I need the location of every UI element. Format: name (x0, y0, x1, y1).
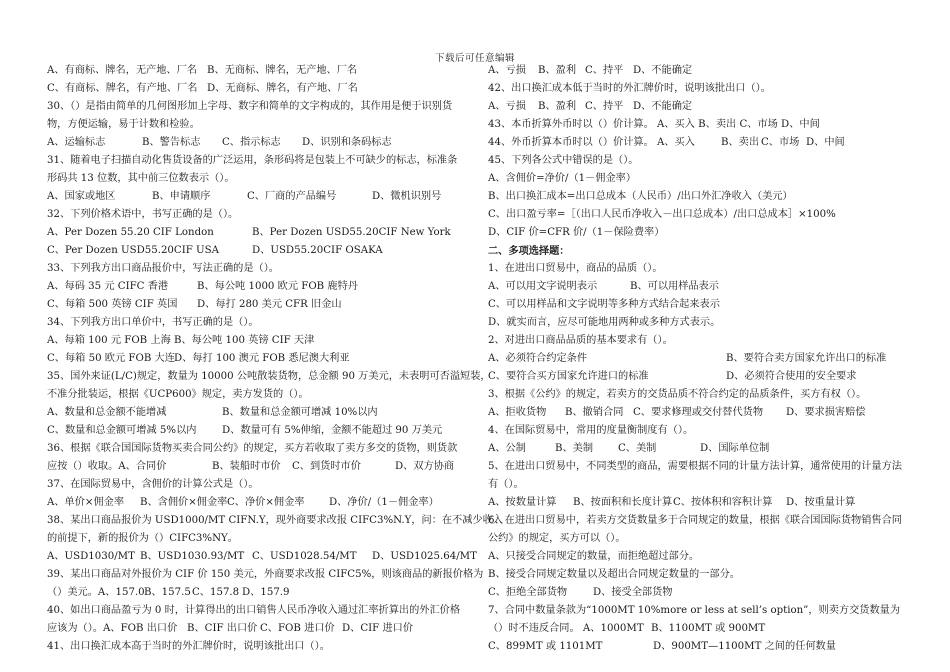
option-text: D、微机识别号 (372, 191, 442, 202)
line-text: 物，方便运输，易于计数和检验。 (47, 119, 200, 130)
option-text: B、申请顺序 (152, 191, 211, 202)
line-text: 的前提下，新的报价为（）CIFC3%NY。 (47, 533, 238, 544)
line-text: A、单价×佣金率 (47, 497, 125, 508)
option-text: B、每公吨 100 英镑 CIF 天津 (174, 335, 315, 346)
line-text: 38、某出口商品报价为 USD1000/MT CIFN.Y，现外商要求改报 CIFC3%N.Y，问：在不减少收入 (47, 515, 504, 526)
text-line (47, 314, 492, 332)
option-text: D、USD55.20CIF OSAKA (252, 245, 383, 256)
text-line (47, 134, 492, 152)
line-text: A、Per Dozen 55.20 CIF London (47, 227, 214, 238)
line-text: 有（）。 (488, 479, 524, 490)
line-text: A、按数量计算 (488, 497, 557, 508)
option-text: C、按体积和容积计算 (673, 497, 773, 508)
line-text: 37、在国际贸易中，含佣价的计算公式是（）。 (47, 479, 259, 490)
text-line (47, 494, 492, 512)
text-line (47, 152, 492, 170)
text-line (47, 476, 492, 494)
option-text: C、要求修理或交付替代货物 (633, 407, 764, 418)
text-line (488, 98, 913, 116)
option-text: B、157.5 (144, 587, 191, 598)
text-line (488, 350, 913, 368)
line-text: 6、在进出口贸易中，若卖方交货数量多于合同规定的数量，根据《联合国国际货物销售合同 (488, 515, 902, 526)
text-line (488, 530, 913, 548)
text-line (47, 206, 492, 224)
text-line (488, 602, 913, 620)
line-text: 形码共 13 位数，其中前三位数表示（）。 (47, 173, 235, 184)
line-text: B、出口换汇成本=出口总成本（人民币）/出口外汇净收入（美元） (488, 191, 793, 202)
option-text: D、必须符合使用的安全要求 (726, 371, 857, 382)
text-line (488, 188, 913, 206)
line-text: A、运输标志 (47, 137, 106, 148)
option-text: B、要符合卖方国家允许出口的标准 (726, 353, 887, 364)
line-text: A、只接受合同规定的数量，而拒绝超过部分。 (488, 551, 700, 562)
option-text: D、900MT—1100MT 之间的任何数量 (653, 641, 836, 652)
option-text: B、可以用样品表示 (630, 281, 719, 292)
left-column (47, 62, 504, 656)
option-text: B、盈利 (538, 65, 577, 76)
option-text: B、无商标、牌名，无产地、厂名 (207, 65, 358, 76)
text-line (488, 332, 913, 350)
text-line (47, 62, 492, 80)
text-line (488, 170, 913, 188)
page-header: 下载后可任意编辑 (434, 53, 515, 64)
line-text: 3、根据《公约》的规定，若卖方的交货品质不符合约定的品质条件，买方有权（）。 (488, 389, 867, 400)
option-text: C、厂商的产品编号 (247, 191, 337, 202)
line-text: B、接受合同规定数量以及超出合同规定数量的一部分。 (488, 569, 740, 580)
option-text: B、CIF 出口价 (187, 623, 258, 634)
line-text: 4、在国际贸易中，常用的度量衡制度有（）。 (488, 425, 694, 436)
text-line (47, 116, 492, 134)
text-line (488, 458, 913, 476)
line-text: A、亏损 (488, 65, 526, 76)
text-line (47, 350, 492, 368)
line-text: A、每箱 100 元 FOB 上海 (47, 335, 171, 346)
right-column (488, 62, 913, 656)
line-text: 42、出口换汇成本低于当时的外汇牌价时，说明该批出口（）。 (488, 83, 771, 94)
text-line (47, 404, 492, 422)
text-line (47, 332, 492, 350)
text-line (47, 602, 492, 620)
text-line (47, 440, 492, 458)
text-line (488, 440, 913, 458)
text-line (488, 512, 913, 530)
option-text: B、数量和总金额可增减 10%以内 (222, 407, 378, 418)
option-text: D、每打 100 澳元 FOB 悉尼澳大利亚 (174, 353, 350, 364)
option-text: C、157.8 (192, 587, 240, 598)
line-text: C、每箱 50 欧元 FOB 大连 (47, 353, 175, 364)
line-text: 44、外币折算本币时以（）价计算。 A、买入 (488, 137, 695, 148)
option-text: D、中间 (806, 137, 845, 148)
line-text: 公约》的规定，买方可以（）。 (488, 533, 626, 544)
line-text: A、亏损 (488, 101, 526, 112)
text-line (47, 386, 492, 404)
text-line (47, 98, 492, 116)
line-text: C、要符合买方国家允许进口的标准 (488, 371, 649, 382)
option-text: D、国际单位制 (700, 443, 770, 454)
text-line (47, 278, 492, 296)
text-line (488, 368, 913, 386)
text-line (47, 566, 492, 584)
option-text: B、每公吨 1000 欧元 FOB 鹿特丹 (197, 281, 358, 292)
option-text: B、装船时市价 (212, 461, 281, 472)
line-text: C、数量和总金额可增减 5%以内 (47, 425, 197, 436)
option-text: D、USD1025.64/MT (372, 551, 477, 562)
option-text: D、净价/（1－佣金率） (329, 497, 439, 508)
text-line (488, 584, 913, 602)
line-text: 30、（）是指由简单的几何图形加上字母、数字和简单的文字构成的，其作用是便于识别货 (47, 101, 453, 112)
text-line (488, 134, 913, 152)
line-text: A、公制 (488, 443, 526, 454)
text-line (47, 548, 492, 566)
text-line (488, 116, 913, 134)
option-text: C、持平 (585, 101, 624, 112)
option-text: C、到货时市价 (292, 461, 361, 472)
text-line (488, 386, 913, 404)
option-text: D、双方协商 (395, 461, 455, 472)
text-line (488, 152, 913, 170)
line-text: 35、国外来证(L/C)规定，数量为 10000 公吨散装货物，总金额 90 万美元，未表明可否溢短装， (47, 371, 491, 382)
text-line (488, 314, 913, 332)
text-line (47, 80, 492, 98)
option-text: D、CIF 进口价 (342, 623, 414, 634)
text-line (488, 62, 913, 80)
text-line (488, 206, 913, 224)
option-text: B、警告标志 (142, 137, 201, 148)
line-text: 应按（）收取。A、合同价 (47, 461, 167, 472)
line-text: 32、下列价格术语中，书写正确的是（）。 (47, 209, 239, 220)
line-text: （）美元。A、157.0 (47, 587, 145, 598)
option-text: D、要求损害赔偿 (786, 407, 866, 418)
option-text: B、USD1030.93/MT (140, 551, 245, 562)
line-text: A、数量和总金额不能增减 (47, 407, 167, 418)
text-line (47, 224, 492, 242)
text-line (47, 458, 492, 476)
text-line (47, 242, 492, 260)
option-text: B、按面积和长度计算 (573, 497, 673, 508)
line-text: D、就实而言，应尽可能地用两种或多种方式表示。 (488, 317, 721, 328)
line-text: 2、对进出口商品品质的基本要求有（）。 (488, 335, 673, 346)
line-text: A、每码 35 元 CIFC 香港 (47, 281, 169, 292)
section-heading (488, 242, 913, 260)
line-text: C、出口盈亏率=［（出口人民币净收入－出口总成本）/出口总成本］×100% (488, 209, 836, 220)
text-line (47, 188, 492, 206)
text-line (488, 80, 913, 98)
option-text: D、按重量计算 (786, 497, 856, 508)
text-line (488, 404, 913, 422)
line-text: A、国家或地区 (47, 191, 116, 202)
option-text: D、数量可有 5%伸缩，金额不能超过 90 万美元 (222, 425, 443, 436)
text-line (488, 548, 913, 566)
text-line (488, 566, 913, 584)
option-text: C、美制 (618, 443, 657, 454)
option-text: B、Per Dozen USD55.20CIF New York (252, 227, 451, 238)
text-line (47, 620, 492, 638)
option-text: D、接受全部货物 (593, 587, 673, 598)
line-text: 33、下列我方出口商品报价中，写法正确的是（）。 (47, 263, 279, 274)
line-text: （）时不违反合同。 A、1000MT (488, 623, 644, 634)
option-text: C、FOB 进口价 (260, 623, 335, 634)
option-text: B、含佣价×佣金率 (140, 497, 228, 508)
line-text: C、可以用样品和文字说明等多种方式结合起来表示 (488, 299, 720, 310)
option-text: B、美制 (555, 443, 594, 454)
option-text: C、USD1028.54/MT (252, 551, 357, 562)
text-line (488, 260, 913, 278)
text-line (488, 476, 913, 494)
option-text: D、不能确定 (633, 65, 693, 76)
line-text: 1、在进出口贸易中，商品的品质（）。 (488, 263, 663, 274)
text-line (488, 296, 913, 314)
option-text: C、持平 (585, 65, 624, 76)
text-line (488, 224, 913, 242)
line-text: A、可以用文字说明表示 (488, 281, 598, 292)
text-line (47, 584, 492, 602)
line-text: 31、随着电子扫描自动化售货设备的广泛运用，条形码将是包装上不可缺少的标志，标准条 (47, 155, 458, 166)
text-line (47, 530, 492, 548)
text-line (488, 638, 913, 656)
line-text: D、CIF 价=CFR 价/（1－保险费率） (488, 227, 665, 238)
text-line (47, 368, 492, 386)
line-text: 不准分批装运，根据《UCP600》规定，卖方发货的（）。 (47, 389, 309, 400)
line-text: A、必须符合约定条件 (488, 353, 588, 364)
text-line (47, 638, 492, 656)
option-text: C、市场 (761, 137, 800, 148)
line-text: 40、如出口商品盈亏为 0 时，计算得出的出口销售人民币净收入通过汇率折算出的外汇价格 (47, 605, 461, 616)
line-text: 43、本币折算外币时以（）价计算。 A、买入 B、卖出 C、市场 D、中间 (488, 119, 820, 130)
text-line (488, 494, 913, 512)
line-text: 7、合同中数量条款为“1000MT 10%more or less at sell’s option”，则卖方交货数量为 (488, 605, 901, 616)
line-text: C、拒绝全部货物 (488, 587, 568, 598)
text-line (47, 296, 492, 314)
line-text: A、USD1030/MT (47, 551, 135, 562)
option-text: D、识别和条码标志 (302, 137, 392, 148)
text-line (47, 422, 492, 440)
line-text: 二、多项选择题： (488, 245, 570, 257)
line-text: 41、出口换汇成本高于当时的外汇牌价时，说明该批出口（）。 (47, 641, 330, 652)
line-text: C、Per Dozen USD55.20CIF USA (47, 245, 219, 256)
option-text: D、无商标、牌名，有产地、厂名 (207, 83, 358, 94)
line-text: C、每箱 500 英镑 CIF 英国 (47, 299, 178, 310)
text-line (47, 260, 492, 278)
line-text: 45、下列各公式中错误的是（）。 (488, 155, 639, 166)
option-text: B、卖出 (721, 137, 760, 148)
line-text: 5、在进出口贸易中，不同类型的商品，需要根据不同的计量方法计算，通常使用的计量方法 (488, 461, 902, 472)
line-text: 39、某出口商品对外报价为 CIF 价 150 美元，外商要求改报 CIFC5%，则该商品的新报价格为 (47, 569, 484, 580)
text-line (488, 278, 913, 296)
line-text: C、有商标、牌名，有产地、厂名 (47, 83, 198, 94)
option-text: C、指示标志 (222, 137, 281, 148)
line-text: A、拒收货物 (488, 407, 547, 418)
line-text: A、含佣价=净价/（1－佣金率） (488, 173, 637, 184)
line-text: 应该为（）。A、FOB 出口价 (47, 623, 178, 634)
option-text: D、157.9 (242, 587, 290, 598)
option-text: B、盈利 (538, 101, 577, 112)
text-line (488, 620, 913, 638)
text-line (47, 170, 492, 188)
option-text: B、撤销合同 (565, 407, 624, 418)
line-text: A、有商标、牌名，无产地、厂名 (47, 65, 197, 76)
text-line (488, 422, 913, 440)
line-text: 34、下列我方出口单价中，书写正确的是（）。 (47, 317, 259, 328)
option-text: C、净价×佣金率 (227, 497, 305, 508)
line-text: 36、根据《联合国国际货物买卖合同公约》的规定，买方若收取了卖方多交的货物，则货款 (47, 443, 458, 454)
text-line (47, 512, 504, 530)
option-text: B、1100MT 或 900MT (651, 623, 766, 634)
option-text: D、不能确定 (633, 101, 693, 112)
line-text: C、899MT 或 1101MT (488, 641, 603, 652)
option-text: D、每打 280 美元 CFR 旧金山 (197, 299, 342, 310)
